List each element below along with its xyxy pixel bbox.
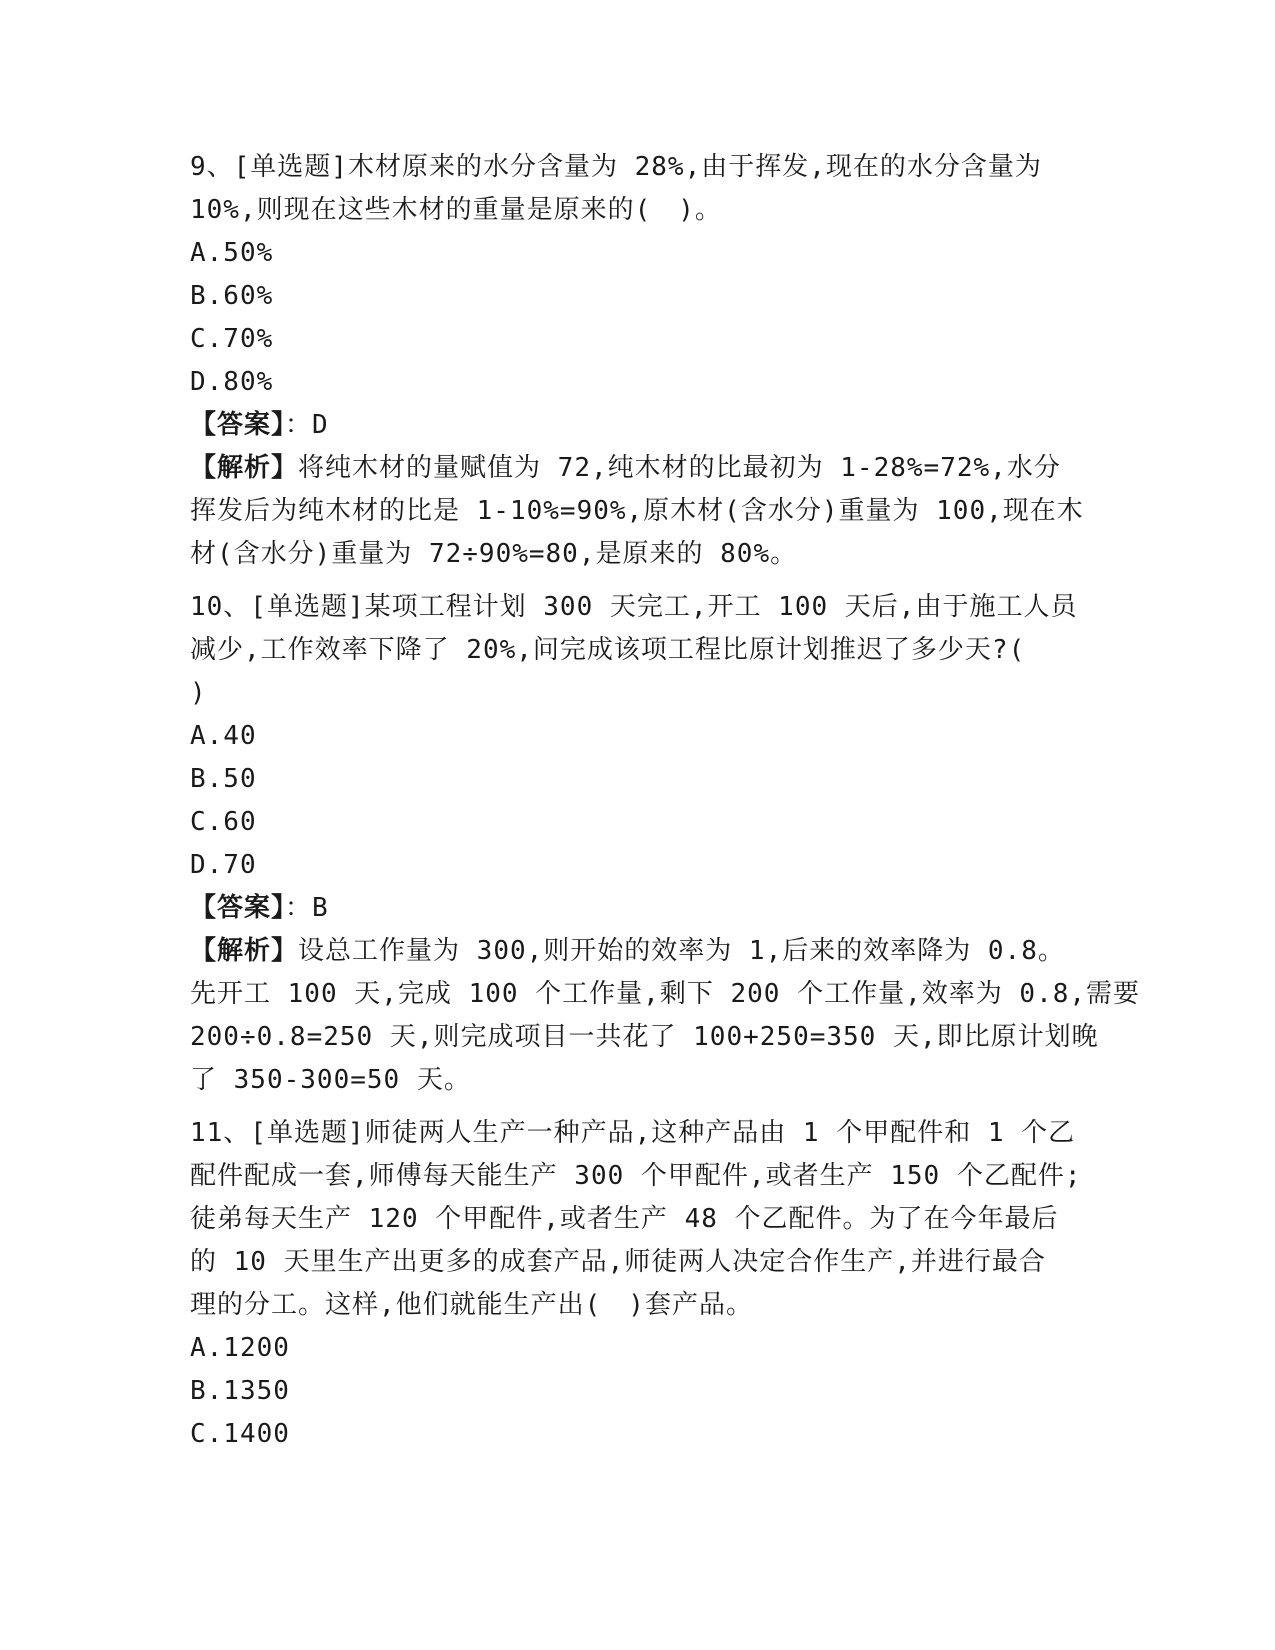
exam-page (190, 146, 1141, 1466)
analysis-text: 将纯木材的量赋值为 72,纯木材的比最初为 1-28%=72%,水分 (298, 453, 1061, 483)
question-stem-line: 的 10 天里生产出更多的成套产品,师徒两人决定合作生产,并进行最合 (190, 1247, 1046, 1277)
question-stem-line: 理的分工。这样,他们就能生产出( )套产品。 (190, 1290, 753, 1320)
question-stem-line: 10%,则现在这些木材的重量是原来的( )。 (190, 195, 722, 225)
option-d: D.70 (190, 850, 257, 880)
analysis-line: 了 350-300=50 天。 (190, 1065, 471, 1095)
question-10 (190, 586, 1141, 1102)
question-stem-line: 11、[单选题]师徒两人生产一种产品,这种产品由 1 个甲配件和 1 个乙 (190, 1118, 1076, 1148)
option-a: A.1200 (190, 1333, 290, 1363)
answer-label: 【答案】 (190, 410, 286, 440)
analysis-label: 【解析】 (190, 936, 299, 966)
option-c: C.60 (190, 807, 257, 837)
analysis-line (190, 447, 1090, 490)
question-stem-line: 10、[单选题]某项工程计划 300 天完工,开工 100 天后,由于施工人员 (190, 592, 1078, 622)
option-b: B.50 (190, 764, 257, 794)
question-11 (190, 1112, 1090, 1456)
analysis-line: 200÷0.8=250 天,则完成项目一共花了 100+250=350 天,即比原计划晚 (190, 1022, 1099, 1052)
analysis-label: 【解析】 (190, 453, 299, 483)
question-stem-line: 9、[单选题]木材原来的水分含量为 28%,由于挥发,现在的水分含量为 (190, 152, 1042, 182)
answer-line (190, 887, 1090, 930)
analysis-line: 先开工 100 天,完成 100 个工作量,剩下 200 个工作量,效率为 0.8,需要 (190, 979, 1141, 1009)
question-stem-line: ) (190, 678, 207, 708)
option-b: B.1350 (190, 1376, 290, 1406)
question-stem-line: 减少,工作效率下降了 20%,问完成该项工程比原计划推迟了多少天?( (190, 635, 1026, 665)
option-a: A.40 (190, 721, 257, 751)
analysis-line: 材(含水分)重量为 72÷90%=80,是原来的 80%。 (190, 539, 798, 569)
question-stem-line: 徒弟每天生产 120 个甲配件,或者生产 48 个乙配件。为了在今年最后 (190, 1204, 1059, 1234)
analysis-line: 挥发后为纯木材的比是 1-10%=90%,原木材(含水分)重量为 100,现在木 (190, 496, 1084, 526)
answer-line (190, 404, 1090, 447)
analysis-line (190, 930, 1090, 973)
question-9 (190, 146, 1090, 576)
option-b: B.60% (190, 281, 274, 311)
option-c: C.70% (190, 324, 274, 354)
option-a: A.50% (190, 238, 274, 268)
answer-value: ：B (285, 893, 329, 923)
option-c: C.1400 (190, 1419, 290, 1449)
option-d: D.80% (190, 367, 274, 397)
answer-label: 【答案】 (190, 893, 286, 923)
question-stem-line: 配件配成一套,师傅每天能生产 300 个甲配件,或者生产 150 个乙配件; (190, 1161, 1082, 1191)
answer-value: ：D (285, 410, 329, 440)
analysis-text: 设总工作量为 300,则开始的效率为 1,后来的效率降为 0.8。 (298, 936, 1065, 966)
